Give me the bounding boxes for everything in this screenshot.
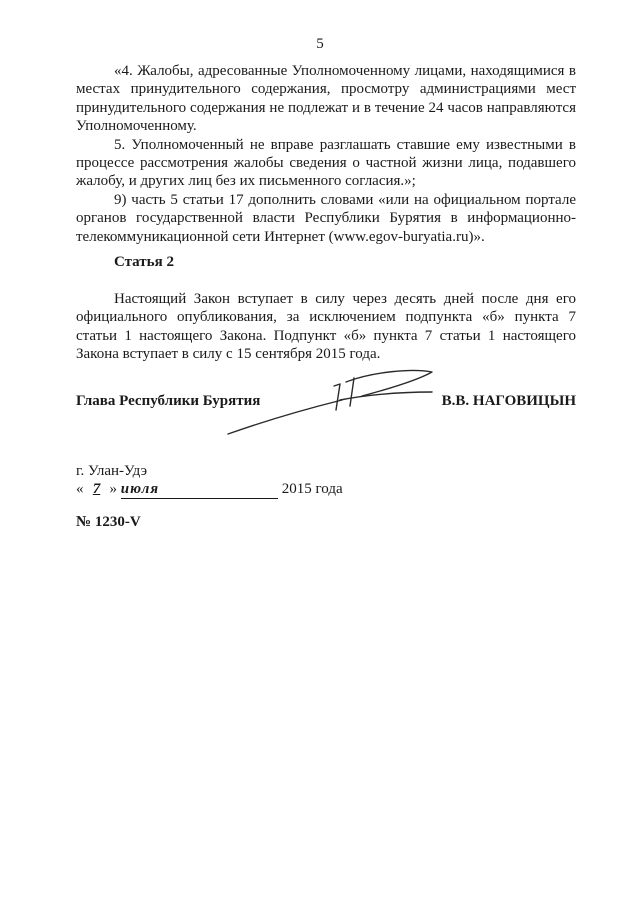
date-day: 7 [92,481,101,497]
signatory-name: В.В. НАГОВИЦЫН [441,393,576,409]
place-of-signing: г. Улан-Удэ [76,463,148,479]
page-number: 5 [316,36,324,52]
paragraph-item-4: «4. Жалобы, адресованные Уполномоченному лицами, находящимися в местах принудительного содержания, просмотру администрациями мест принудительного содержания не подлежат и в течение 24 часов направляются Уполномоченному. [76,63,576,135]
date-open-quote: « [76,481,84,497]
date-close-quote: » [109,481,117,497]
article1-continuation [76,62,576,246]
paragraph-item-5: 5. Уполномоченный не вправе разглашать ставшие ему известными в процессе рассмотрения жалобы сведения о частной жизни лица, подавшего жалобу, и других лиц без их письменного согласия.»; [76,136,576,190]
date-year: 2015 года [281,481,343,497]
date-month: июля [121,481,278,499]
signature-row [76,393,576,415]
document-number: № 1230-V [76,514,141,530]
article2-text: Настоящий Закон вступает в силу через десять дней после дня его официального опубликования, за исключением подпункта «б» пункта 7 статьи 1 настоящего Закона. Подпункт «б» пункта 7 статьи 1 настоящего Закона вступает в силу с 15 сентября 2015 года. [76,291,576,363]
paragraph-item-9: 9) часть 5 статьи 17 дополнить словами «или на официальном портале органов государственной власти Республики Бурятия в информационно-телекоммуникационной сети Интернет (www.egov-buryatia.ru)». [76,191,576,245]
signatory-role: Глава Республики Бурятия [76,393,261,409]
article2-heading: Статья 2 [114,254,174,270]
signing-date [76,481,343,499]
article2-body [76,290,576,364]
